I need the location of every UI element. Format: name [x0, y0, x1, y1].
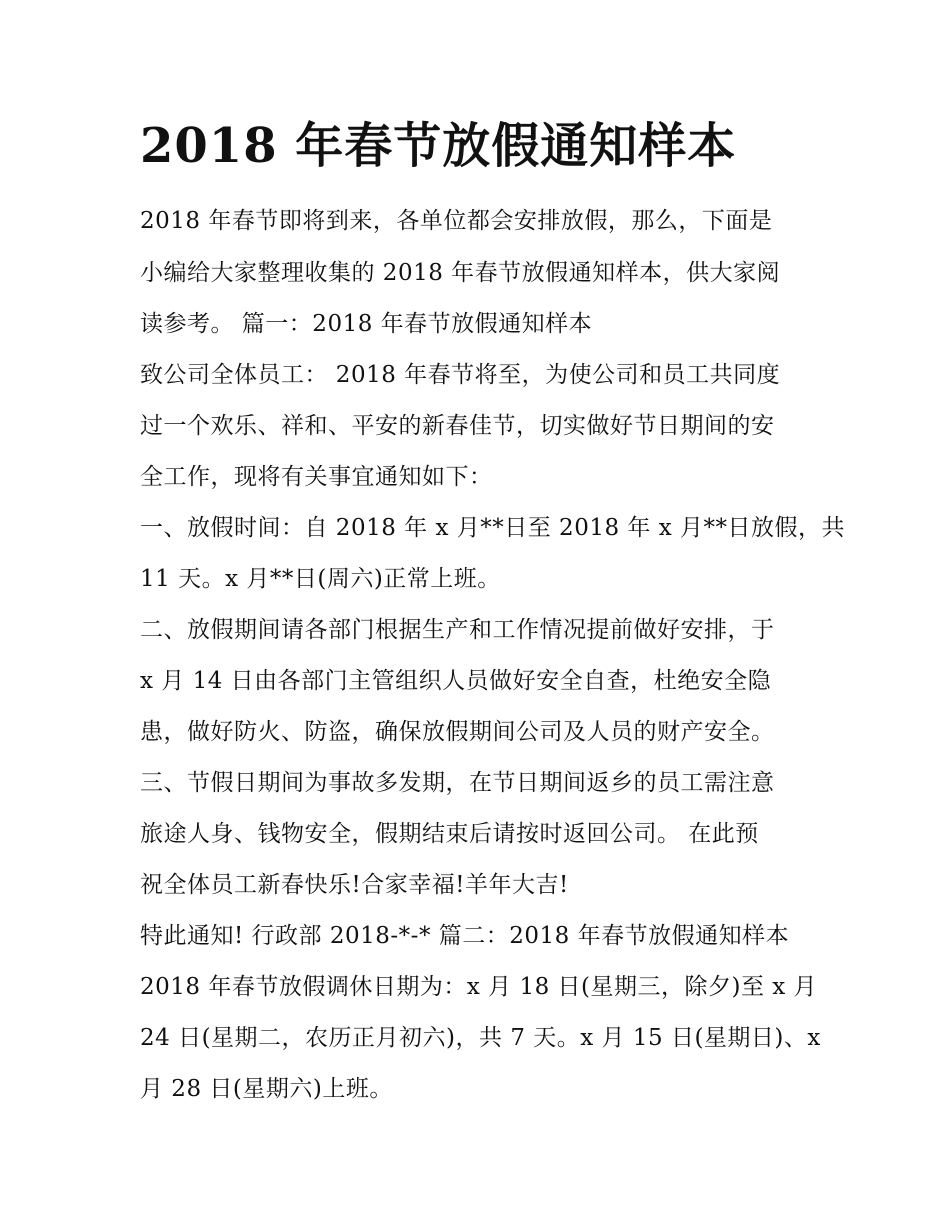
body-line: 患，做好防火、防盗，确保放假期间公司及人员的财产安全。 — [140, 719, 775, 745]
body-line: 致公司全体员工： 2018 年春节将至，为使公司和员工共同度 — [140, 362, 781, 388]
body-line: 二、放假期间请各部门根据生产和工作情况提前做好安排，于 — [140, 617, 775, 643]
body-line: 读参考。 篇一：2018 年春节放假通知样本 — [140, 311, 593, 337]
body-line: 特此通知! 行政部 2018-*-* 篇二：2018 年春节放假通知样本 — [140, 923, 790, 949]
body-line: 旅途人身、钱物安全，假期结束后请按时返回公司。 在此预 — [140, 821, 759, 847]
body-line: 一、放假时间：自 2018 年 x 月**日至 2018 年 x 月**日放假，共 — [140, 515, 845, 541]
body-line: 过一个欢乐、祥和、平安的新春佳节，切实做好节日期间的安 — [140, 413, 775, 439]
body-line: 11 天。x 月**日(周六)正常上班。 — [140, 566, 501, 592]
document-title: 2018 年春节放假通知样本 — [140, 118, 737, 174]
body-line: x 月 14 日由各部门主管组织人员做好安全自查，杜绝安全隐 — [140, 668, 772, 694]
body-line: 小编给大家整理收集的 2018 年春节放假通知样本，供大家阅 — [140, 260, 781, 286]
body-line: 三、节假日期间为事故多发期，在节日期间返乡的员工需注意 — [140, 770, 775, 796]
body-line: 2018 年春节放假调休日期为：x 月 18 日(星期三，除夕)至 x 月 — [140, 974, 818, 1000]
body-line: 全工作，现将有关事宜通知如下： — [140, 464, 493, 490]
body-line: 24 日(星期二，农历正月初六)，共 7 天。x 月 15 日(星期日)、x — [140, 1025, 821, 1051]
body-line: 2018 年春节即将到来，各单位都会安排放假，那么，下面是 — [140, 208, 773, 234]
body-line: 祝全体员工新春快乐!合家幸福!羊年大吉! — [140, 872, 569, 898]
body-line: 月 28 日(星期六)上班。 — [140, 1076, 393, 1102]
